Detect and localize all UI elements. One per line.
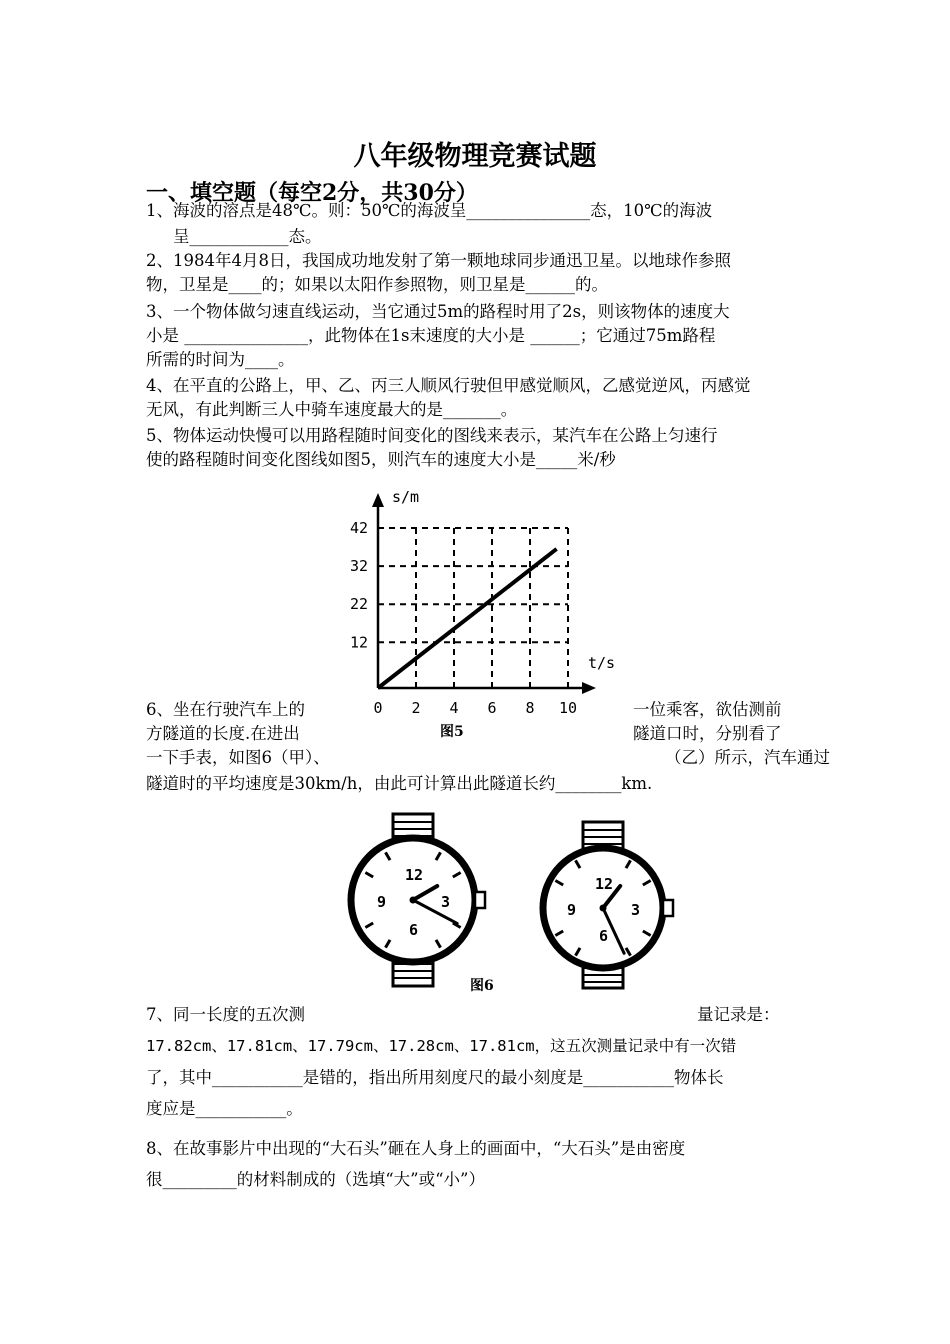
question-6-line-1b: 一位乘客，欲估测前 <box>633 700 782 719</box>
numeral-9: 9 <box>377 893 387 911</box>
question-6-line-3a: 一下手表，如图6（甲）、 <box>146 748 330 767</box>
numeral-3: 3 <box>441 893 451 911</box>
numeral-6: 6 <box>599 927 609 945</box>
question-7-line-4: 度应是___________。 <box>146 1099 303 1118</box>
numeral-12: 12 <box>595 875 614 893</box>
question-8-line-1: 8、在故事影片中出现的“大石头”砸在人身上的画面中，“大石头”是由密度 <box>146 1139 686 1158</box>
question-6-line-4: 隧道时的平均速度是30km/h，由此可计算出此隧道长约________km. <box>146 774 653 793</box>
x-tick-label: 2 <box>411 699 421 717</box>
question-5-line-2: 使的路程随时间变化图线如图5，则汽车的速度大小是_____米/秒 <box>146 450 616 469</box>
figure-5-chart <box>330 485 630 720</box>
question-5-line-1: 5、物体运动快慢可以用路程随时间变化的图线来表示，某汽车在公路上匀速行 <box>146 426 718 445</box>
question-1-line-2: 呈____________态。 <box>173 227 322 246</box>
y-axis-arrow <box>372 493 384 507</box>
question-1-line-1: 1、海波的溶点是48℃。则：50℃的海波呈_______________态，10℃的海波 <box>146 201 713 220</box>
x-tick-label: 0 <box>373 699 383 717</box>
x-axis-arrow <box>582 682 596 694</box>
question-3-line-2: 小是 _______________，此物体在1s末速度的大小是 ______；它通过75m路程 <box>146 326 716 345</box>
numeral-12: 12 <box>405 866 424 884</box>
figure-6-caption: 图6 <box>470 978 494 994</box>
figure-6-watches <box>345 810 685 995</box>
chart-axes <box>372 493 596 694</box>
question-7-line-1a: 7、同一长度的五次测 <box>146 1005 305 1024</box>
y-tick-label: 12 <box>349 633 368 652</box>
x-tick-label: 10 <box>558 699 578 717</box>
question-2-line-1: 2、1984年4月8日，我国成功地发射了第一颗地球同步通迅卫星。以地球作参照 <box>146 251 731 270</box>
question-7-line-3: 了，其中___________是错的，指出所用刻度尺的最小刻度是___________物体长 <box>146 1068 724 1087</box>
watch-jia <box>351 814 485 986</box>
x-axis-label: t/s <box>588 654 616 672</box>
question-7-line-1b: 量记录是： <box>697 1005 780 1024</box>
y-tick-label: 32 <box>349 557 368 576</box>
y-tick-label: 22 <box>349 595 368 614</box>
question-6-line-2a: 方隧道的长度.在进出 <box>146 724 300 743</box>
question-6-line-3b: （乙）所示，汽车通过 <box>665 748 830 767</box>
numeral-9: 9 <box>567 901 577 919</box>
question-7-line-2: 17.82cm、17.81cm、17.79cm、17.28cm、17.81cm，这五次测量记录中有一次错 <box>146 1037 737 1055</box>
figure-5-caption: 图5 <box>440 724 464 740</box>
question-8-line-2: 很_________的材料制成的（选填“大”或“小”） <box>146 1170 485 1189</box>
question-6-line-2b: 隧道口时，分别看了 <box>633 724 782 743</box>
x-tick-label: 6 <box>487 699 497 717</box>
section-header: 一、填空题（每空2分，共30分） <box>146 180 478 206</box>
question-4-line-2: 无风，有此判断三人中骑车速度最大的是_______。 <box>146 400 518 419</box>
question-6-line-1a: 6、坐在行驶汽车上的 <box>146 700 305 719</box>
question-2-line-2: 物，卫星是____的；如果以太阳作参照物，则卫星是______的。 <box>146 275 608 294</box>
y-axis-label: s/m <box>392 488 420 506</box>
numeral-6: 6 <box>409 921 419 939</box>
x-tick-label: 8 <box>525 699 535 717</box>
question-3-line-3: 所需的时间为____。 <box>146 350 295 369</box>
question-4-line-1: 4、在平直的公路上，甲、乙、丙三人顺风行驶但甲感觉顺风，乙感觉逆风，丙感觉 <box>146 376 751 395</box>
watch-yi <box>543 822 673 988</box>
x-tick-label: 4 <box>449 699 459 717</box>
y-tick-label: 42 <box>349 519 368 537</box>
numeral-3: 3 <box>631 901 641 919</box>
question-3-line-1: 3、一个物体做匀速直线运动，当它通过5m的路程时用了2s，则该物体的速度大 <box>146 302 730 321</box>
page-title: 八年级物理竞赛试题 <box>353 141 597 172</box>
